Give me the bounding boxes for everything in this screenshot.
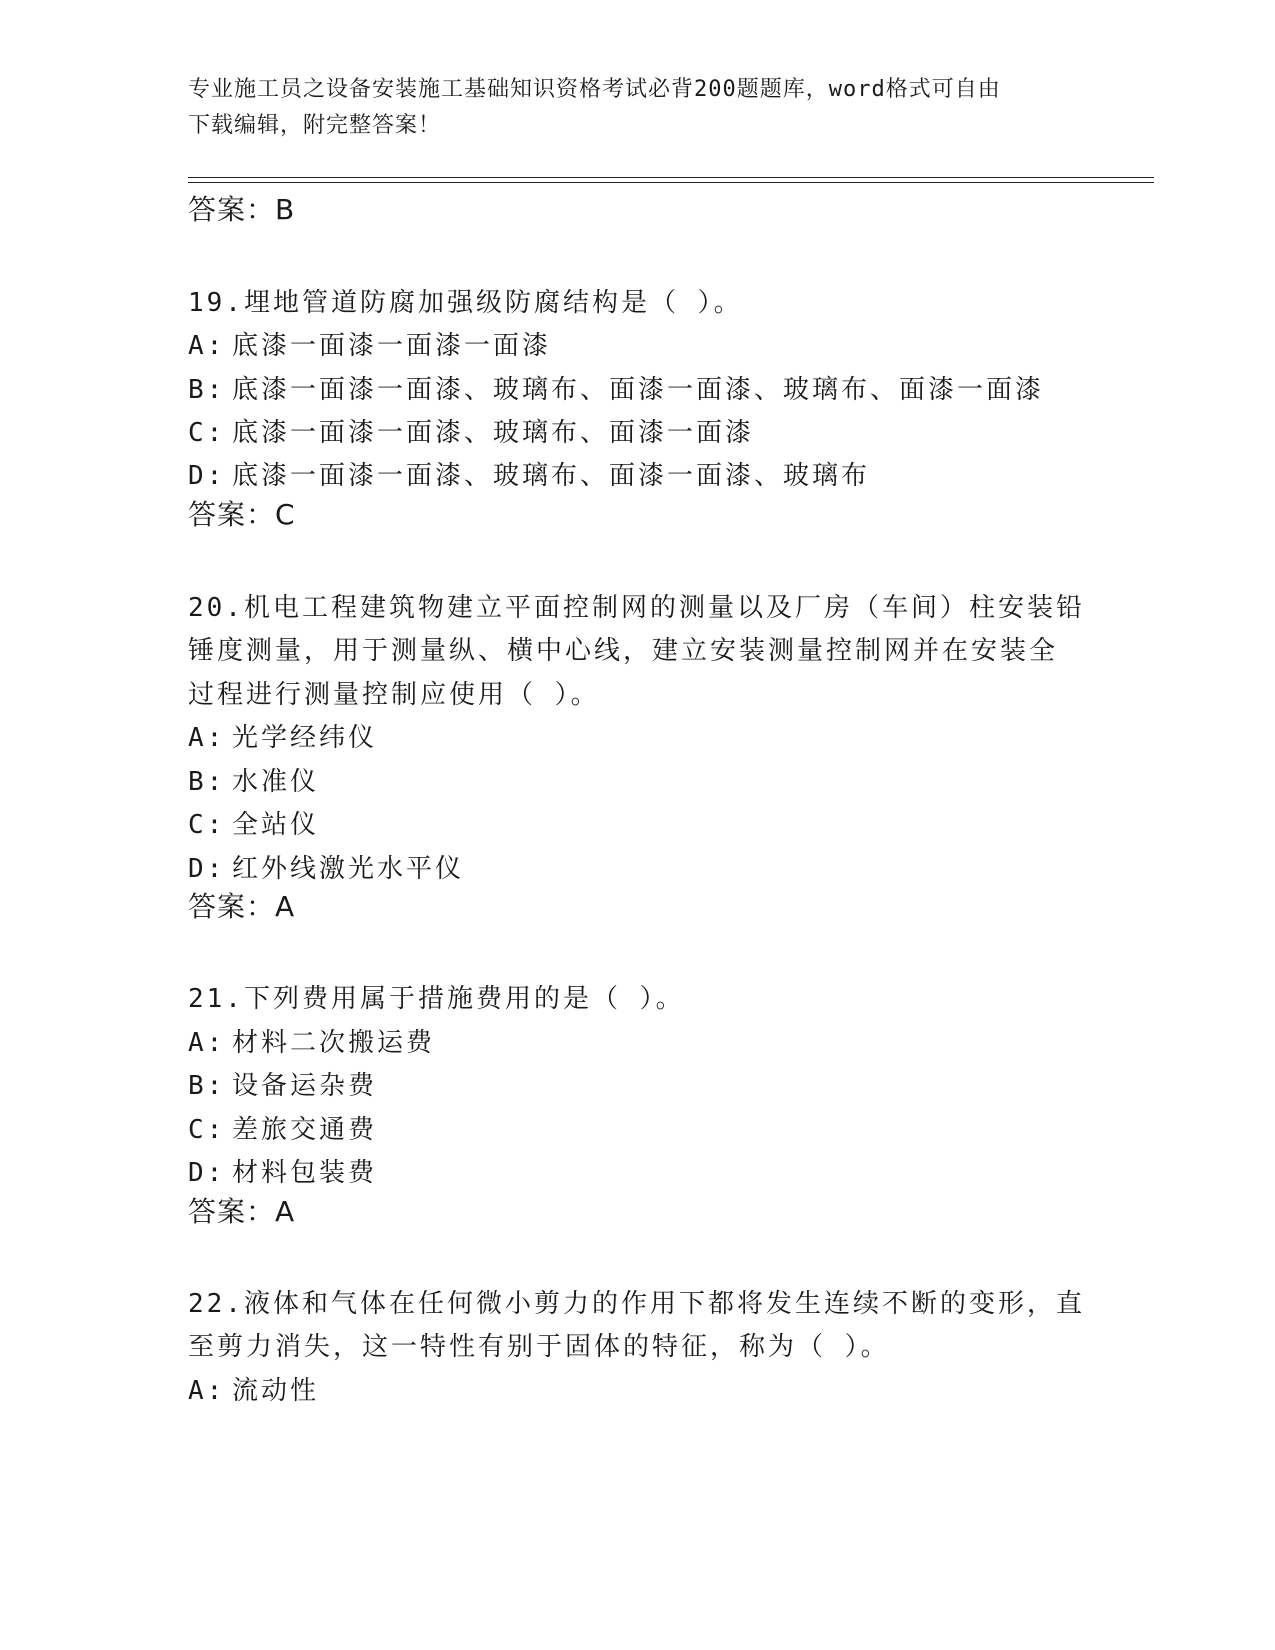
option-key: D: [188,854,226,884]
option-key: C: [188,1115,226,1145]
question-21-option-a [188,1022,435,1059]
option-text: 光学经纬仪 [232,723,378,753]
option-key: A: [188,1028,226,1058]
option-text: 红外线激光水平仪 [232,854,465,884]
question-20-line-3: 过程进行测量控制应使用（ ）。 [188,680,600,710]
option-key: D: [188,1158,226,1188]
question-20-option-d [188,848,464,885]
question-20-answer: 答案：A [188,890,296,923]
option-key: A: [188,723,226,753]
question-21-option-c [188,1109,377,1146]
question-19-line-1: 19.埋地管道防腐加强级防腐结构是（ ）。 [188,288,743,318]
document-header [188,72,1068,144]
question-21-option-b [188,1065,377,1102]
header-line-1: 专业施工员之设备安装施工基础知识资格考试必背200题题库，word格式可自由 [188,77,1001,102]
question-19-answer: 答案：C [188,498,296,531]
option-text: 差旅交通费 [232,1115,378,1145]
option-text: 水准仪 [232,767,320,797]
question-20-option-a [188,717,377,754]
option-text: 底漆一面漆一面漆一面漆 [232,331,552,361]
question-20-option-c [188,804,319,841]
header-line-2: 下载编辑，附完整答案！ [188,113,442,138]
option-key: C: [188,810,226,840]
question-22-option-a [188,1370,319,1407]
header-divider-bottom [188,182,1154,183]
option-text: 流动性 [232,1376,320,1406]
question-19-option-c [188,412,754,449]
option-key: D: [188,461,226,491]
option-text: 底漆一面漆一面漆、玻璃布、面漆一面漆 [232,418,755,448]
header-divider-top [188,177,1154,178]
question-21-answer: 答案：A [188,1195,296,1228]
option-text: 底漆一面漆一面漆、玻璃布、面漆一面漆、玻璃布 [232,461,871,491]
option-key: B: [188,375,226,405]
option-text: 材料二次搬运费 [232,1028,436,1058]
previous-answer: 答案：B [188,193,296,226]
option-text: 材料包装费 [232,1158,378,1188]
question-20-line-1: 20.机电工程建筑物建立平面控制网的测量以及厂房（车间）柱安装铅 [188,593,1085,623]
option-key: B: [188,1071,226,1101]
question-19-option-b [188,369,1044,406]
question-20-line-2: 锤度测量，用于测量纵、横中心线，建立安装测量控制网并在安装全 [188,636,1059,666]
option-key: A: [188,331,226,361]
question-22-line-2: 至剪力消失，这一特性有别于固体的特征，称为（ ）。 [188,1332,890,1362]
question-22-line-1: 22.液体和气体在任何微小剪力的作用下都将发生连续不断的变形，直 [188,1289,1085,1319]
question-21-option-d [188,1152,377,1189]
question-20-option-b [188,761,319,798]
question-19-option-d [188,455,870,492]
option-key: C: [188,418,226,448]
question-19-option-a [188,325,551,362]
option-text: 设备运杂费 [232,1071,378,1101]
option-key: A: [188,1376,226,1406]
option-text: 底漆一面漆一面漆、玻璃布、面漆一面漆、玻璃布、面漆一面漆 [232,375,1045,405]
question-21-line-1: 21.下列费用属于措施费用的是（ ）。 [188,984,685,1014]
option-text: 全站仪 [232,810,320,840]
option-key: B: [188,767,226,797]
